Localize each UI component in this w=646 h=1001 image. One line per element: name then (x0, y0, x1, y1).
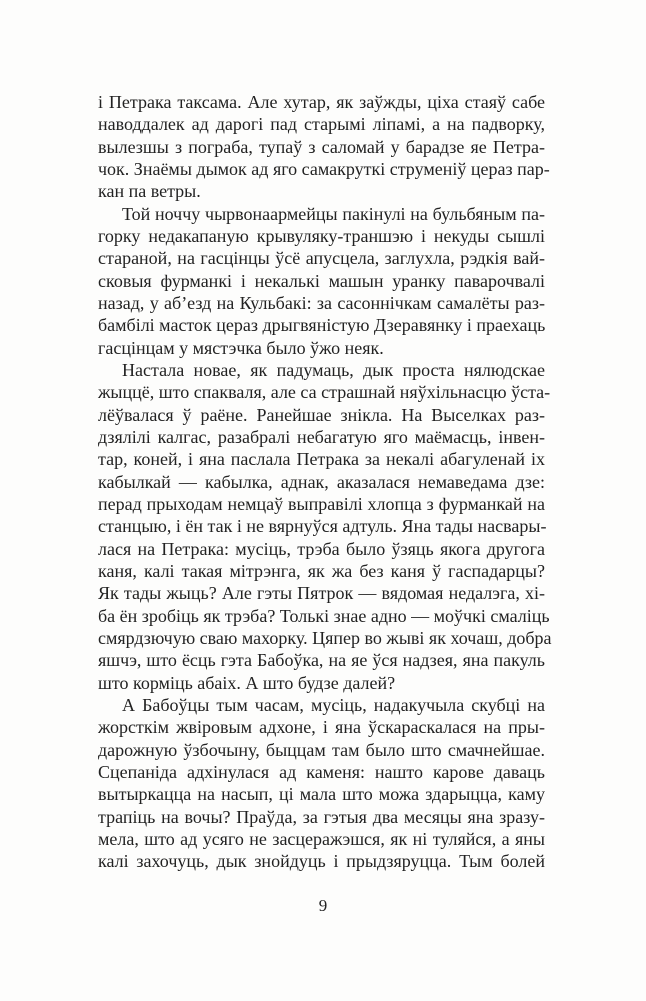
paragraph (98, 203, 545, 359)
text-line: вытыркацца на насып, ці мала што можа здарыцца, каму (98, 784, 545, 805)
text-line: яшчэ, што ёсць гэта Бабоўка, на яе ўся надзея, яна пакуль (98, 650, 545, 671)
text-line: мела, што ад усяго не засцеражэшся, як ні туляйся, а яны (98, 828, 545, 849)
text-line: дарожную ўзбочыну, быццам там было што смачнейшае. (98, 739, 545, 760)
text-line: чок. Знаёмы дымок ад яго самакруткі струменіў цераз пар- (98, 158, 550, 179)
text-line: кан па ветры. (98, 181, 201, 202)
text-line: сковыя фурманкі і некалькі машын уранку паварочвалі (98, 270, 545, 291)
text-line: смярдзючую сваю махорку. Цяпер во жыві як хочаш, добра (98, 627, 552, 648)
text-line: гасцінцам у мястэчка было ўжо неяк. (98, 337, 384, 358)
text-line: лёўвалася ў раёне. Ранейшае знікла. На Выселках раз- (98, 404, 545, 425)
text-line: ба ён зробіць як трэба? Толькі знае адно — моўчкі смаліць (98, 605, 550, 626)
text-line: дзялілі калгас, разабралі небагатую яго маёмасць, інвен- (98, 426, 545, 447)
text-line: Той ноччу чырвонаармейцы пакінулі на бульбяным па- (122, 203, 545, 224)
text-line: лася на Петрака: мусіць, трэба было ўзяць якога другога (98, 538, 545, 559)
text-line: бамбілі масток цераз дрыгвяністую Дзеравянку і праехаць (98, 315, 546, 336)
text-line: Як тады жыць? Але гэты Пятрок — вядомая недалэга, хі- (98, 583, 545, 604)
text-line: калі захочуць, дык знойдуць і прыдзяруцца. Тым болей (98, 851, 545, 872)
body-text (98, 91, 552, 872)
text-line: перад прыходам немцаў выправілі хлопца з фурманкай на (98, 493, 545, 514)
text-line: тар, коней, і яна паслала Петрака за некалі абагуленай іх (98, 449, 545, 470)
text-line: Сцепаніда адхінулася ад каменя: нашто карове даваць (98, 761, 545, 782)
text-line: станцыю, і ён так і не вярнуўся адтуль. Яна тады насвары- (98, 516, 547, 537)
text-line: наводдалек ад дарогі пад старымі ліпамі, а на падворку, (98, 114, 545, 135)
text-line: што корміць абаіх. А што будзе далей? (98, 672, 396, 693)
page-number: 9 (318, 896, 328, 915)
text-line: жорсткім жвіровым адхоне, і яна ўскараскалася на пры- (98, 717, 545, 738)
text-line: горку недакапаную крывуляку-траншэю і некуды сышлі (98, 225, 545, 246)
text-line: А Бабоўцы тым часам, мусіць, надакучыла скубці на (122, 694, 545, 715)
text-line: трапіць на вочы? Праўда, за гэтыя два месяцы яна зразу- (98, 806, 545, 827)
paragraph (98, 694, 545, 873)
text-line: стараной, на гасцінцы ўсё апусцела, заглухла, рэдкія вай- (98, 248, 545, 269)
paragraph (98, 91, 550, 203)
text-line: жыццё, што спакваля, але са страшнай няўхільнасцю ўста- (98, 382, 551, 403)
text-line: кабылкай — кабылка, аднак, аказалася немаведама дзе: (98, 471, 545, 492)
text-line: назад, у аб’езд на Кульбакі: за сасоннічкам самалёты раз- (98, 292, 545, 313)
text-line: і Петрака таксама. Але хутар, як заўжды, ціха стаяў сабе (98, 92, 545, 112)
text-line: вылезшы з пограба, тупаў з саломай у барадзе яе Петра- (98, 136, 545, 157)
text-line: Настала новае, як падумаць, дык проста нялюдскае (122, 359, 545, 380)
paragraph (98, 359, 552, 694)
text-line: каня, калі такая мітрэнга, як жа без каня ў гаспадарцы? (98, 560, 545, 581)
